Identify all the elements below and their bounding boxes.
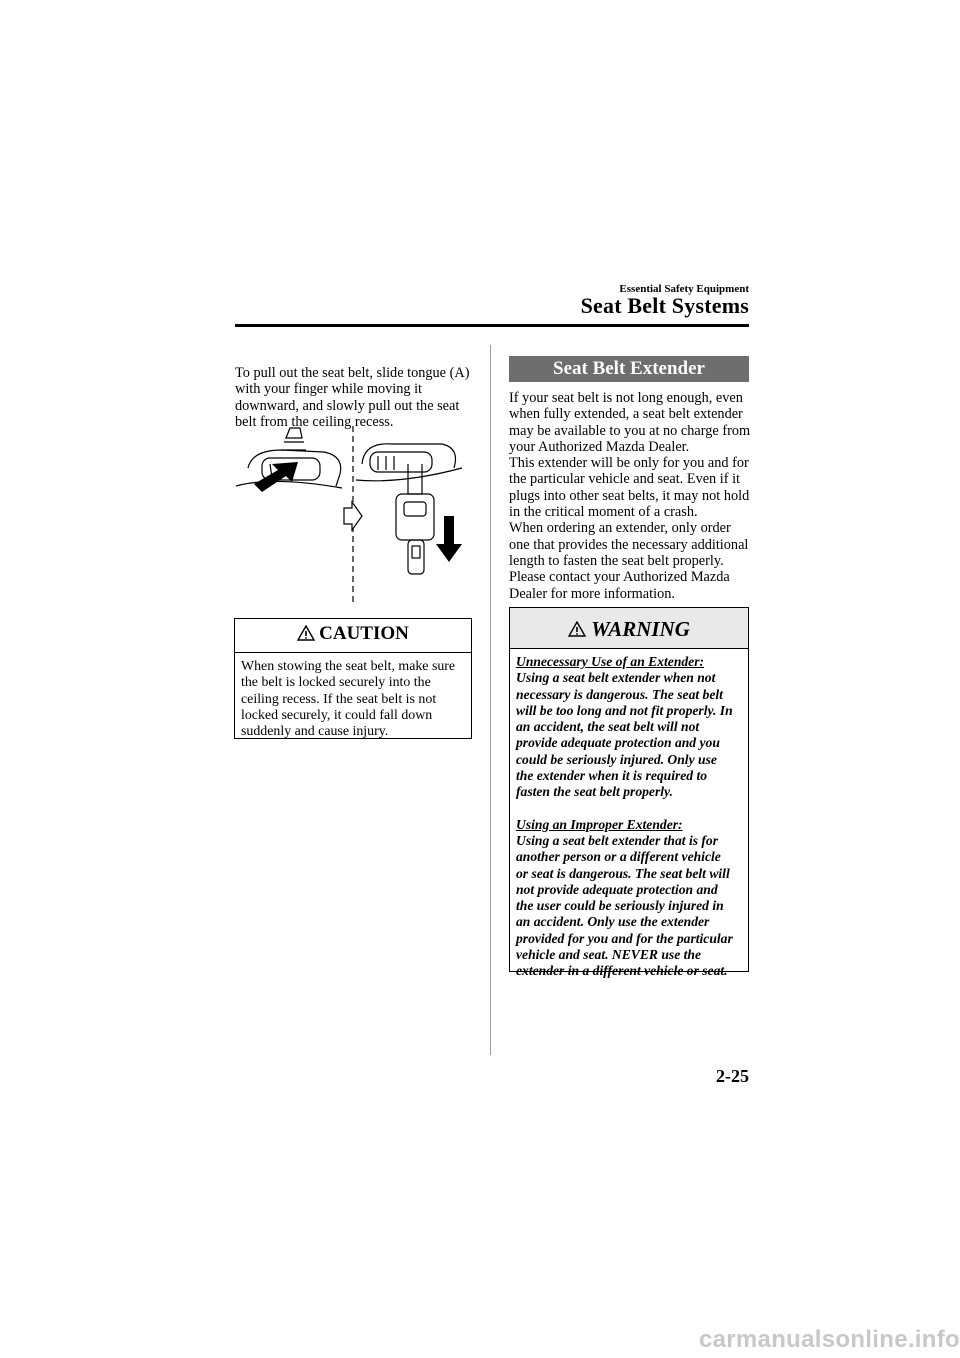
- section-label: Essential Safety Equipment: [619, 283, 749, 295]
- warning-title-text: WARNING: [591, 617, 690, 641]
- caution-separator: [235, 652, 471, 653]
- column-divider: [490, 345, 491, 1055]
- push-arrow-left: [254, 462, 298, 492]
- warning-title: [510, 617, 748, 642]
- step-arrow: [344, 502, 362, 530]
- warning-text-improper: Using a seat belt extender that is for another person or a different vehicle or seat is dangerous. The seat belt will not provide adequate protection and the user could be seriously injured in an accident. Only use the extender provided for you and for the particular vehicle and seat. NEVER use the extender in a different vehicle or seat.: [516, 832, 733, 979]
- warning-triangle-icon: [297, 625, 315, 641]
- warning-subheading-unnecessary: Unnecessary Use of an Extender:: [516, 654, 705, 669]
- caution-box: [234, 618, 472, 739]
- warning-body: [516, 654, 748, 980]
- seat-belt-instruction: To pull out the seat belt, slide tongue (A) with your finger while moving it downward, and slowly pull out the seat belt from the ceiling recess.: [235, 365, 470, 430]
- seat-belt-illustration: [232, 424, 478, 604]
- warning-header: [510, 608, 748, 649]
- section-title: Seat Belt Systems: [580, 293, 749, 318]
- warning-box: [509, 607, 749, 979]
- warning-triangle-icon: [568, 621, 586, 637]
- warning-text-unnecessary: Using a seat belt extender when not necessary is dangerous. The seat belt will be too long and not fit properly. In an accident, the seat belt will not provide adequate protection and you could be seriously injured. Only use the extender when it is required to fasten the seat belt properly.: [516, 670, 733, 800]
- seat-belt-extender-heading: Seat Belt Extender: [509, 356, 749, 382]
- pull-down-arrow: [436, 516, 462, 562]
- warning-subheading-improper: Using an Improper Extender:: [516, 816, 683, 832]
- caution-text: When stowing the seat belt, make sure the belt is locked securely into the ceiling recess. If the seat belt is not locked securely, it could fall down suddenly and cause injury.: [241, 659, 456, 740]
- watermark: carmanualsonline.info: [698, 1326, 960, 1353]
- caution-title-text: CAUTION: [319, 623, 409, 644]
- caution-title: [235, 623, 471, 645]
- seat-belt-extender-paragraph: If your seat belt is not long enough, even when fully extended, a seat belt extender may be available to you at no charge from your Authorized Mazda Dealer. This extender will be only for you and for the particular vehicle and seat. Even if it plugs into other seat belts, it may not hold in the critical moment of a crash. When ordering an extender, only order one that provides the necessary additional length to fasten the seat belt properly. Please contact your Authorized Mazda Dealer for more information.: [509, 390, 751, 602]
- header-rule: [235, 324, 749, 327]
- warning-gap: [516, 801, 748, 817]
- page-number: 2-25: [716, 1066, 749, 1086]
